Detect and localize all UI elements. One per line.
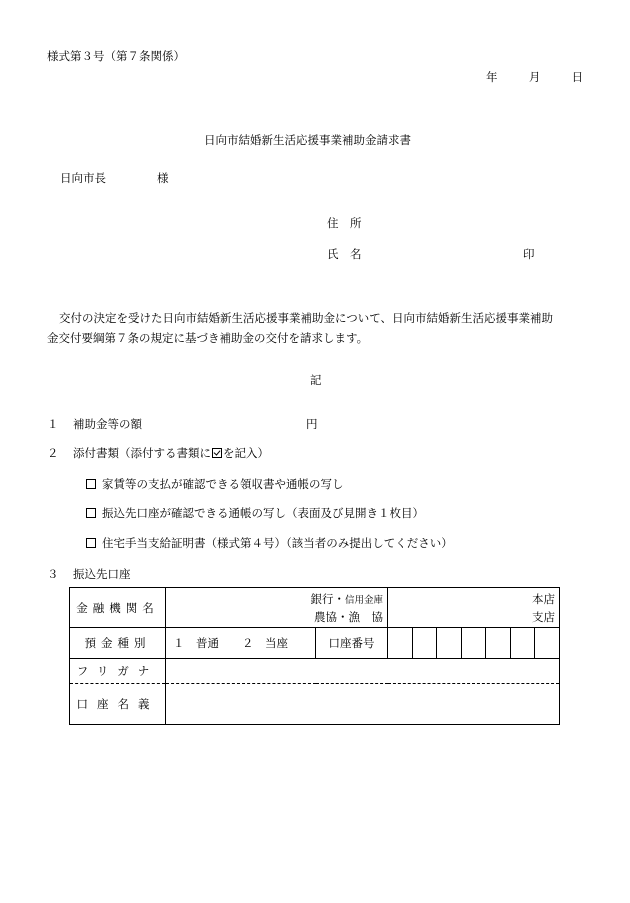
item2-number: ２ (47, 446, 59, 460)
checkbox-icon[interactable] (86, 479, 96, 489)
address-label: 住 所 (327, 216, 362, 230)
furigana-row (70, 659, 560, 684)
checked-box-icon (212, 448, 222, 458)
deposit-type-label: 預金種別 (70, 628, 166, 659)
institution-name-cell[interactable] (166, 588, 388, 628)
furigana-field[interactable] (166, 659, 560, 684)
digit-box[interactable] (461, 628, 486, 658)
account-holder-row (70, 684, 560, 725)
date-line (486, 70, 583, 84)
institution-row (70, 588, 560, 628)
date-month-label: 月 (528, 70, 541, 84)
bank-types-bottom: 農協・漁 協 (314, 610, 383, 624)
name-label: 氏 名 (327, 247, 362, 261)
digit-box[interactable] (436, 628, 461, 658)
body-text-line-1: 交付の決定を受けた日向市結婚新生活応援事業補助金について、日向市結婚新生活応援事業補助 (59, 311, 554, 325)
bank-types-top (310, 592, 383, 608)
item1-number: １ (47, 417, 59, 431)
seal-mark: 印 (523, 247, 535, 261)
branch-name-cell[interactable] (388, 588, 560, 628)
item3-number: ３ (47, 567, 59, 581)
bank-types-top-a: 銀行・ (310, 592, 345, 606)
document-title: 日向市結婚新生活応援事業補助金請求書 (204, 133, 411, 147)
furigana-label: フリガナ (70, 659, 166, 684)
digit-box[interactable] (485, 628, 510, 658)
digit-box[interactable] (412, 628, 437, 658)
attachment-option-2[interactable] (86, 506, 424, 520)
checkbox-icon[interactable] (86, 538, 96, 548)
institution-label: 金融機関名 (70, 588, 166, 628)
item1-label: 補助金等の額 (73, 417, 142, 431)
item3-label: 振込先口座 (73, 567, 131, 581)
addressee-honorific: 様 (157, 171, 169, 185)
digit-box[interactable] (510, 628, 535, 658)
date-year-label: 年 (486, 70, 498, 84)
item1-unit: 円 (306, 417, 318, 431)
bank-types-top-b: 信用金庫 (344, 595, 383, 606)
item2-label (73, 446, 269, 460)
attachment-option-label: 家賃等の支払が確認できる領収書や通帳の写し (102, 477, 344, 491)
bank-account-table (69, 587, 560, 725)
checkbox-icon[interactable] (86, 508, 96, 518)
account-number-label: 口座番号 (316, 628, 388, 659)
item2-label-after: を記入） (223, 446, 269, 460)
item2-label-before: 添付書類（添付する書類に (73, 446, 211, 460)
branch-main: 本店 (532, 592, 555, 606)
attachment-option-label: 住宅手当支給証明書（様式第４号）（該当者のみ提出してください） (102, 536, 453, 550)
date-day-label: 日 (571, 70, 584, 84)
account-holder-label: 口座名義 (70, 684, 166, 725)
attachment-option-3[interactable] (86, 536, 453, 550)
ki-heading: 記 (310, 373, 322, 387)
digit-box[interactable] (388, 628, 412, 658)
account-holder-field[interactable] (166, 684, 560, 725)
attachment-option-1[interactable] (86, 477, 344, 491)
branch-sub: 支店 (532, 610, 555, 624)
addressee-name: 日向市長 (60, 171, 106, 185)
digit-box[interactable] (534, 628, 559, 658)
deposit-type-options[interactable]: １ 普通 ２ 当座 (166, 628, 316, 659)
attachment-option-label: 振込先口座が確認できる通帳の写し（表面及び見開き１枚目） (102, 506, 424, 520)
body-text-line-2: 金交付要綱第７条の規定に基づき補助金の交付を請求します。 (47, 331, 369, 345)
account-number-digits[interactable] (388, 628, 560, 659)
deposit-row (70, 628, 560, 659)
form-number: 様式第３号（第７条関係） (47, 49, 185, 63)
